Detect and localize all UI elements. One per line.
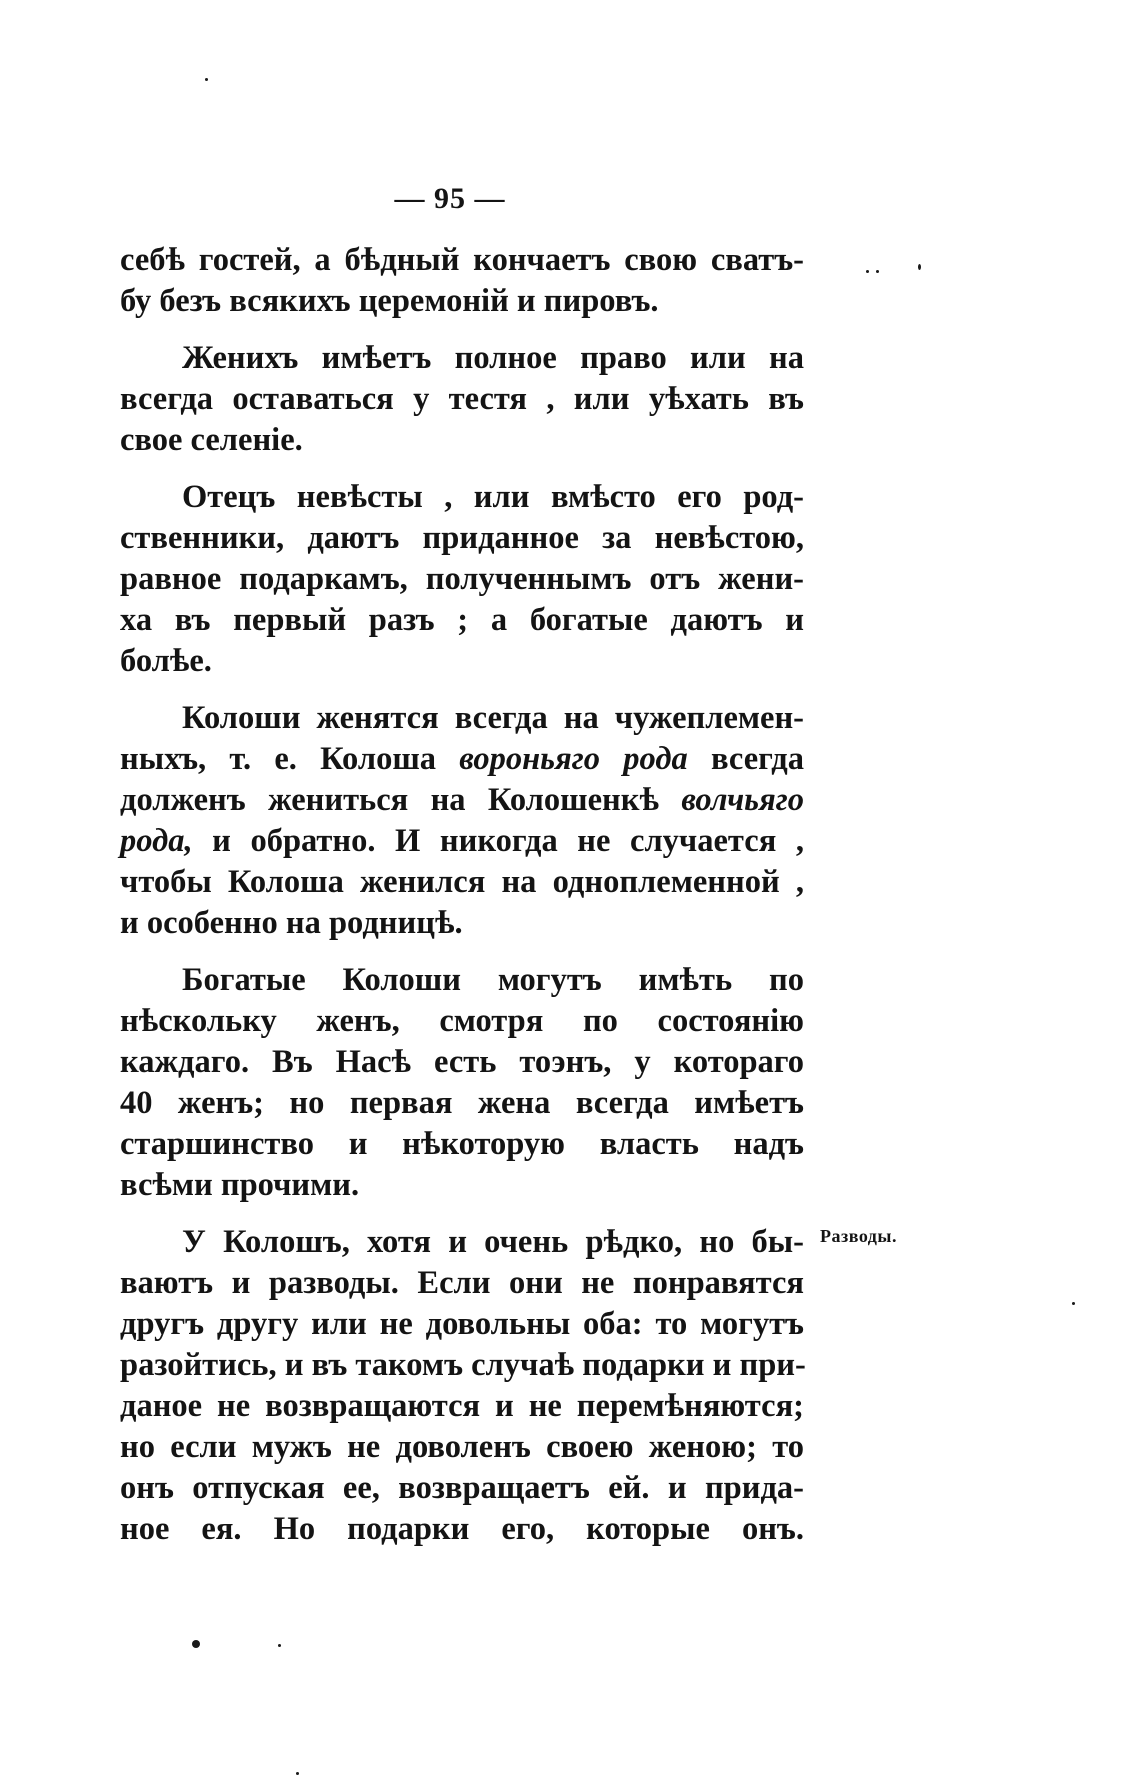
text-line: ственники, даютъ приданное за невѣстою, <box>120 520 804 556</box>
text-line: Отецъ невѣсты , или вмѣсто его род- <box>182 479 804 515</box>
text-line: чтобы Колоша женился на одноплеменной , <box>120 864 804 900</box>
text-line <box>120 821 804 862</box>
text-run: всегда <box>687 741 804 777</box>
scan-speck <box>1072 1302 1075 1305</box>
text-line: и особенно на родницѣ. <box>120 905 463 941</box>
text-line: но если мужъ не доволенъ своею женою; то <box>120 1429 804 1465</box>
text-line: бу безъ всякихъ церемоній и пировъ. <box>120 283 659 319</box>
italic-run: рода, <box>120 823 193 859</box>
text-run: ныхъ, т. е. Колоша <box>120 741 460 777</box>
margin-note: Разводы. <box>820 1226 897 1246</box>
text-line <box>120 780 804 821</box>
text-line: Колоши женятся всегда на чужеплемен- <box>182 700 804 736</box>
scan-speck <box>296 1772 299 1775</box>
scan-speck <box>205 78 208 81</box>
body-text <box>120 240 804 1550</box>
text-line: ное ея. Но подарки его, которые онъ. <box>120 1511 804 1547</box>
text-line: Богатые Колоши могутъ имѣть по <box>182 962 804 998</box>
text-line: Женихъ имѣетъ полное право или на <box>182 340 804 376</box>
scan-speck <box>876 270 879 273</box>
text-line: нѣскольку женъ, смотря по состоянію <box>120 1003 804 1039</box>
scan-speck <box>866 270 869 273</box>
text-line: каждаго. Въ Насѣ есть тоэнъ, у котораго <box>120 1044 804 1080</box>
text-line: всегда оставаться у тестя , или уѣхать въ <box>120 381 804 417</box>
text-line: себѣ гостей, а бѣдный кончаетъ свою сватъ- <box>120 242 804 278</box>
text-line: У Колошъ, хотя и очень рѣдко, но бы- <box>182 1224 804 1260</box>
scan-speck <box>278 1644 281 1647</box>
text-line: ваютъ и разводы. Если они не понравятся <box>120 1265 804 1301</box>
text-line: 40 женъ; но первая жена всегда имѣетъ <box>120 1085 804 1121</box>
scan-speck <box>192 1640 200 1648</box>
text-run: долженъ жениться на Колошенкѣ <box>120 782 682 818</box>
italic-run: вороньяго рода <box>459 741 688 777</box>
text-line: болѣе. <box>120 643 212 679</box>
page-number: — 95 — <box>394 182 506 215</box>
text-line: старшинство и нѣкоторую власть надъ <box>120 1126 804 1162</box>
text-run: и обратно. И никогда не случается , <box>192 823 804 859</box>
text-line: ха въ первый разъ ; а богатые даютъ и <box>120 602 804 638</box>
italic-run: волчьяго <box>681 782 804 818</box>
text-line: онъ отпуская ее, возвращаетъ ей. и прида- <box>120 1470 804 1506</box>
text-line: всѣми прочими. <box>120 1167 360 1203</box>
text-line <box>120 739 804 780</box>
text-line: свое селеніе. <box>120 422 303 458</box>
text-line: другъ другу или не довольны оба: то могутъ <box>120 1306 804 1342</box>
text-line: равное подаркамъ, полученнымъ отъ жени- <box>120 561 804 597</box>
text-line: даное не возвращаются и не перемѣняются; <box>120 1388 804 1424</box>
scan-speck <box>918 264 921 270</box>
text-line: разойтись, и въ такомъ случаѣ подарки и при- <box>120 1347 806 1383</box>
